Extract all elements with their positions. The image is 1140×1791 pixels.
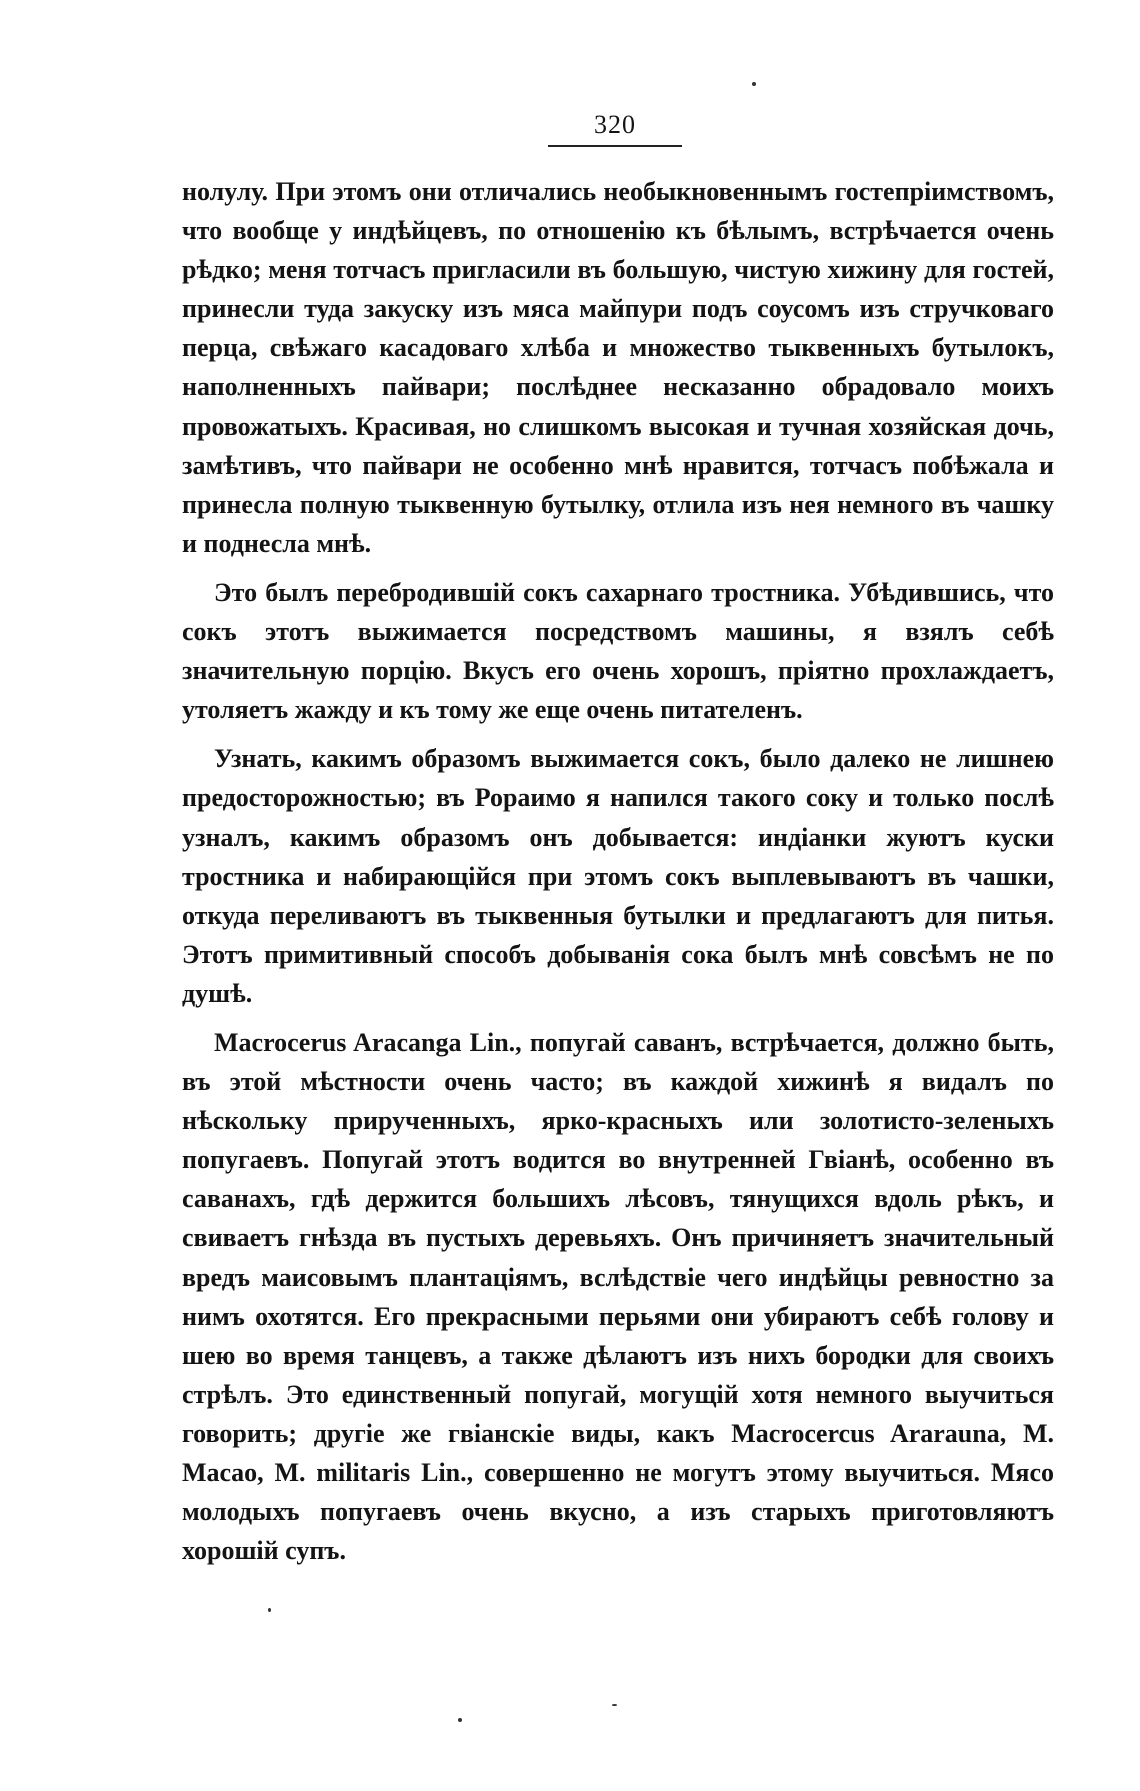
header-rule bbox=[548, 145, 682, 147]
scan-speck bbox=[612, 1704, 617, 1706]
paragraph-3: Узнать, какимъ образомъ выжимается сокъ, было далеко не лишнею предосторожностью; въ Рораимо я напился такого соку и только послѣ узналъ, какимъ образомъ онъ добывается: индіанки жуютъ куски тростника и набирающійся при этомъ сокъ выплевываютъ въ чашки, откуда переливаютъ въ тыквенныя бутылки и предлагаютъ для питья. Этотъ примитивный способъ добыванія сока былъ мнѣ совсѣмъ не по душѣ. bbox=[182, 744, 1054, 1008]
scan-speck bbox=[752, 82, 756, 86]
page-number: 320 bbox=[594, 110, 636, 139]
paragraph-2: Это былъ перебродившій сокъ сахарнаго тростника. Убѣдившись, что сокъ этотъ выжимается посредствомъ машины, я взялъ себѣ значительную порцію. Вкусъ его очень хорошъ, пріятно прохлаждаетъ, утоляетъ жажду и къ тому же еще очень питателенъ. bbox=[182, 577, 1054, 725]
page-body bbox=[182, 172, 1054, 1570]
paragraph-1: нолулу. При этомъ они отличались необыкновеннымъ гостепріимствомъ, что вообще у индѣйцевъ, по отношенію къ бѣлымъ, встрѣчается очень рѣдко; меня тотчасъ пригласили въ большую, чистую хижину для гостей, принесли туда закуску изъ мяса майпури подъ соусомъ изъ стручковаго перца, свѣжаго касадоваго хлѣба и множество тыквенныхъ бутылокъ, наполненныхъ пайвари; послѣднее несказанно обрадовало моихъ провожатыхъ. Красивая, но слишкомъ высокая и тучная хозяйская дочь, замѣтивъ, что пайвари не особенно мнѣ нравится, тотчасъ побѣжала и принесла полную тыквенную бутылку, отлила изъ нея немного въ чашку и поднесла мнѣ. bbox=[182, 177, 1054, 558]
scan-speck bbox=[268, 1608, 271, 1612]
paragraph-4: Macrocerus Aracanga Lin., попугай саванъ, встрѣчается, должно быть, въ этой мѣстности очень часто; въ каждой хижинѣ я видалъ по нѣскольку прирученныхъ, ярко-красныхъ или золотисто-зеленыхъ попугаевъ. Попугай этотъ водится во внутренней Гвіанѣ, особенно въ саванахъ, гдѣ держится большихъ лѣсовъ, тянущихся вдоль рѣкъ, и свиваетъ гнѣзда въ пустыхъ деревьяхъ. Онъ причиняетъ значительный вредъ маисовымъ плантаціямъ, вслѣдствіе чего индѣйцы ревностно за нимъ охотятся. Его прекрасными перьями они убираютъ себѣ голову и шею во время танцевъ, а также дѣлаютъ изъ нихъ бородки для своихъ стрѣлъ. Это единственный попугай, могущій хотя немного выучиться говорить; другіе же гвіанскіе виды, какъ Macrocercus Araraunа, M. Macao, M. militaris Lin., совершенно не могутъ этому выучиться. Мясо молодыхъ попугаевъ очень вкусно, а изъ старыхъ приготовляютъ хорошій супъ. bbox=[182, 1027, 1054, 1566]
scan-speck bbox=[458, 1718, 462, 1722]
